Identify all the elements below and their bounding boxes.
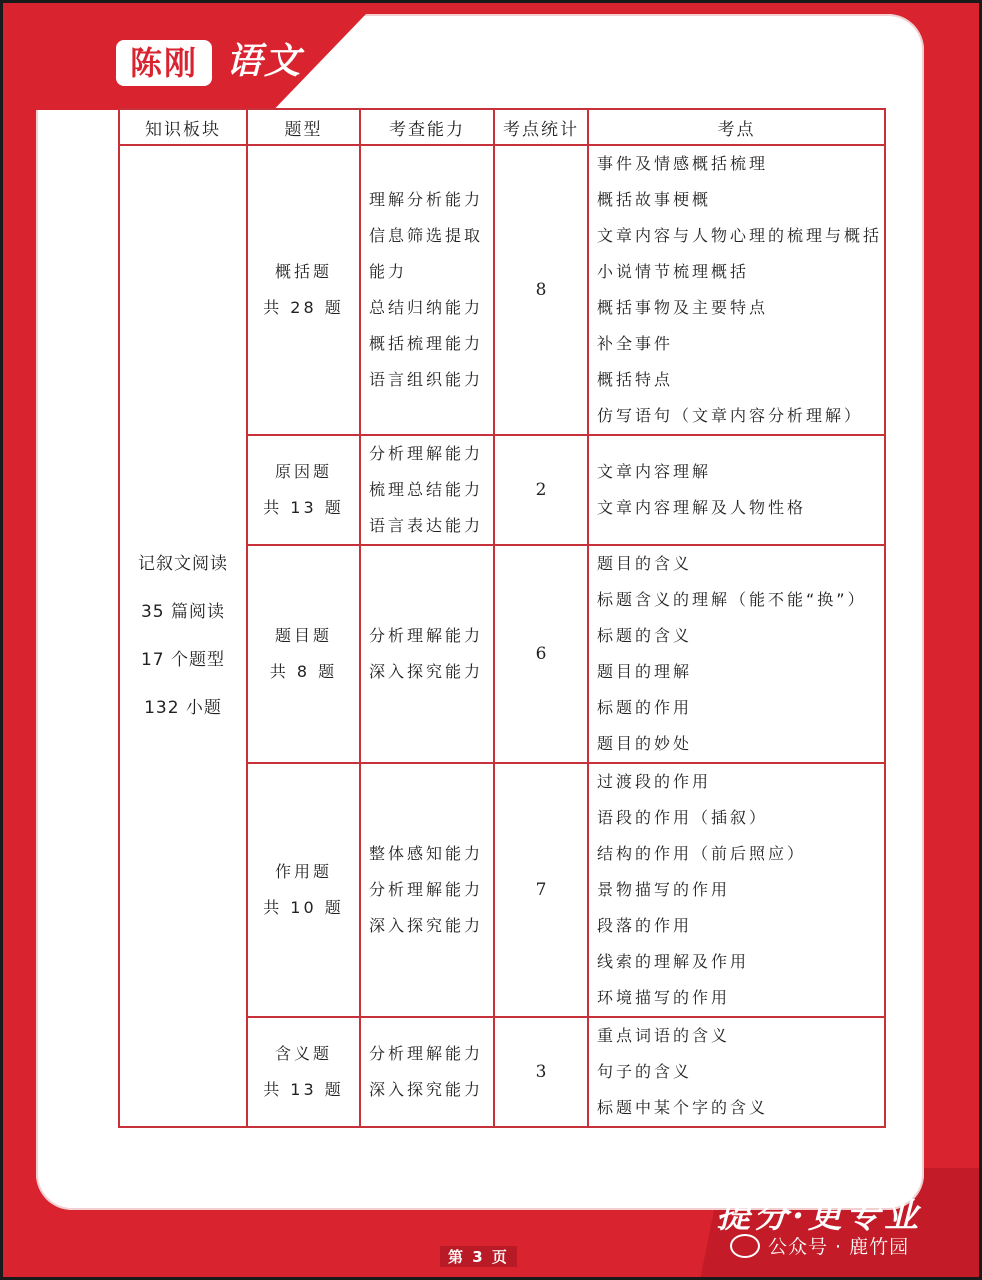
points-cell bbox=[588, 763, 885, 1017]
question-type-cell bbox=[247, 1017, 360, 1127]
page-number: 第 3 页 bbox=[440, 1246, 517, 1267]
point-item: 标题中某个字的含义 bbox=[597, 1098, 769, 1117]
knowledge-block-cell bbox=[119, 145, 247, 1127]
block-title: 记叙文阅读 bbox=[138, 554, 228, 574]
question-type-name: 原因题 bbox=[274, 462, 332, 481]
point-item: 景物描写的作用 bbox=[597, 880, 731, 899]
point-item: 结构的作用（前后照应） bbox=[597, 844, 807, 863]
question-type-name: 含义题 bbox=[274, 1044, 332, 1063]
point-item: 文章内容理解及人物性格 bbox=[597, 498, 807, 517]
point-item: 文章内容理解 bbox=[597, 462, 712, 481]
ability-item: 深入探究能力 bbox=[369, 662, 484, 681]
page-sheet bbox=[36, 14, 924, 1210]
point-item: 过渡段的作用 bbox=[597, 772, 712, 791]
ability-item: 理解分析能力 bbox=[369, 190, 484, 209]
points-cell bbox=[588, 145, 885, 435]
point-count-cell: 2 bbox=[494, 435, 588, 545]
ability-item: 分析理解能力 bbox=[369, 1044, 484, 1063]
point-item: 标题的作用 bbox=[597, 698, 693, 717]
brand-subtitle: 语文 bbox=[226, 40, 303, 82]
block-articles: 35 篇阅读 bbox=[140, 602, 226, 622]
col-header-type: 题型 bbox=[247, 109, 360, 145]
ability-cell bbox=[360, 545, 494, 763]
points-cell bbox=[588, 1017, 885, 1127]
ability-cell bbox=[360, 145, 494, 435]
point-item: 小说情节梳理概括 bbox=[597, 262, 750, 281]
col-header-points: 考点 bbox=[588, 109, 885, 145]
point-count-cell: 6 bbox=[494, 545, 588, 763]
ability-item: 概括梳理能力 bbox=[369, 334, 484, 353]
watermark bbox=[730, 1232, 909, 1259]
block-questions: 132 小题 bbox=[144, 698, 222, 718]
question-type-cell bbox=[247, 545, 360, 763]
ability-item: 梳理总结能力 bbox=[369, 480, 484, 499]
ability-cell bbox=[360, 763, 494, 1017]
question-type-cell bbox=[247, 435, 360, 545]
ability-item: 深入探究能力 bbox=[369, 916, 484, 935]
col-header-count: 考点统计 bbox=[494, 109, 588, 145]
point-item: 概括事物及主要特点 bbox=[597, 298, 769, 317]
points-cell bbox=[588, 545, 885, 763]
ability-item: 能力 bbox=[369, 262, 408, 281]
question-type-total: 共 13 题 bbox=[263, 1080, 344, 1099]
question-type-name: 题目题 bbox=[274, 626, 332, 645]
point-item: 补全事件 bbox=[597, 334, 674, 353]
point-item: 题目的理解 bbox=[597, 662, 693, 681]
footer-slogan: 提分·更专业 bbox=[716, 1196, 922, 1236]
point-item: 语段的作用（插叙） bbox=[597, 808, 769, 827]
brand-logo: 陈刚 bbox=[116, 40, 212, 86]
point-item: 文章内容与人物心理的梳理与概括 bbox=[597, 226, 883, 245]
point-item: 标题的含义 bbox=[597, 626, 693, 645]
ability-item: 分析理解能力 bbox=[369, 880, 484, 899]
question-type-total: 共 10 题 bbox=[263, 898, 344, 917]
ability-item: 整体感知能力 bbox=[369, 844, 484, 863]
question-type-total: 共 13 题 bbox=[263, 498, 344, 517]
point-item: 重点词语的含义 bbox=[597, 1026, 731, 1045]
ability-cell bbox=[360, 435, 494, 545]
col-header-ability: 考查能力 bbox=[360, 109, 494, 145]
question-type-cell bbox=[247, 145, 360, 435]
point-item: 题目的含义 bbox=[597, 554, 693, 573]
ability-item: 语言组织能力 bbox=[369, 370, 484, 389]
point-item: 环境描写的作用 bbox=[597, 988, 731, 1007]
table-header-row bbox=[119, 109, 885, 145]
point-count-cell: 3 bbox=[494, 1017, 588, 1127]
point-item: 概括故事梗概 bbox=[597, 190, 712, 209]
point-item: 概括特点 bbox=[597, 370, 674, 389]
question-type-total: 共 8 题 bbox=[269, 662, 338, 681]
ability-item: 信息筛选提取 bbox=[369, 226, 484, 245]
table-row bbox=[119, 145, 885, 435]
question-type-name: 概括题 bbox=[274, 262, 332, 281]
point-item: 仿写语句（文章内容分析理解） bbox=[597, 406, 864, 425]
question-type-total: 共 28 题 bbox=[263, 298, 344, 317]
point-item: 标题含义的理解（能不能“换”） bbox=[597, 590, 867, 609]
wechat-icon bbox=[730, 1234, 760, 1258]
knowledge-table bbox=[118, 108, 886, 1128]
point-count-cell: 8 bbox=[494, 145, 588, 435]
point-item: 句子的含义 bbox=[597, 1062, 693, 1081]
point-item: 事件及情感概括梳理 bbox=[597, 154, 769, 173]
points-cell bbox=[588, 435, 885, 545]
ability-item: 深入探究能力 bbox=[369, 1080, 484, 1099]
ability-item: 语言表达能力 bbox=[369, 516, 484, 535]
ability-item: 总结归纳能力 bbox=[369, 298, 484, 317]
question-type-cell bbox=[247, 763, 360, 1017]
point-item: 线索的理解及作用 bbox=[597, 952, 750, 971]
ability-cell bbox=[360, 1017, 494, 1127]
ability-item: 分析理解能力 bbox=[369, 626, 484, 645]
block-types: 17 个题型 bbox=[140, 650, 226, 670]
point-item: 题目的妙处 bbox=[597, 734, 693, 753]
col-header-block: 知识板块 bbox=[119, 109, 247, 145]
watermark-text: 公众号 · 鹿竹园 bbox=[768, 1236, 910, 1258]
ability-item: 分析理解能力 bbox=[369, 444, 484, 463]
question-type-name: 作用题 bbox=[274, 862, 332, 881]
point-count-cell: 7 bbox=[494, 763, 588, 1017]
point-item: 段落的作用 bbox=[597, 916, 693, 935]
